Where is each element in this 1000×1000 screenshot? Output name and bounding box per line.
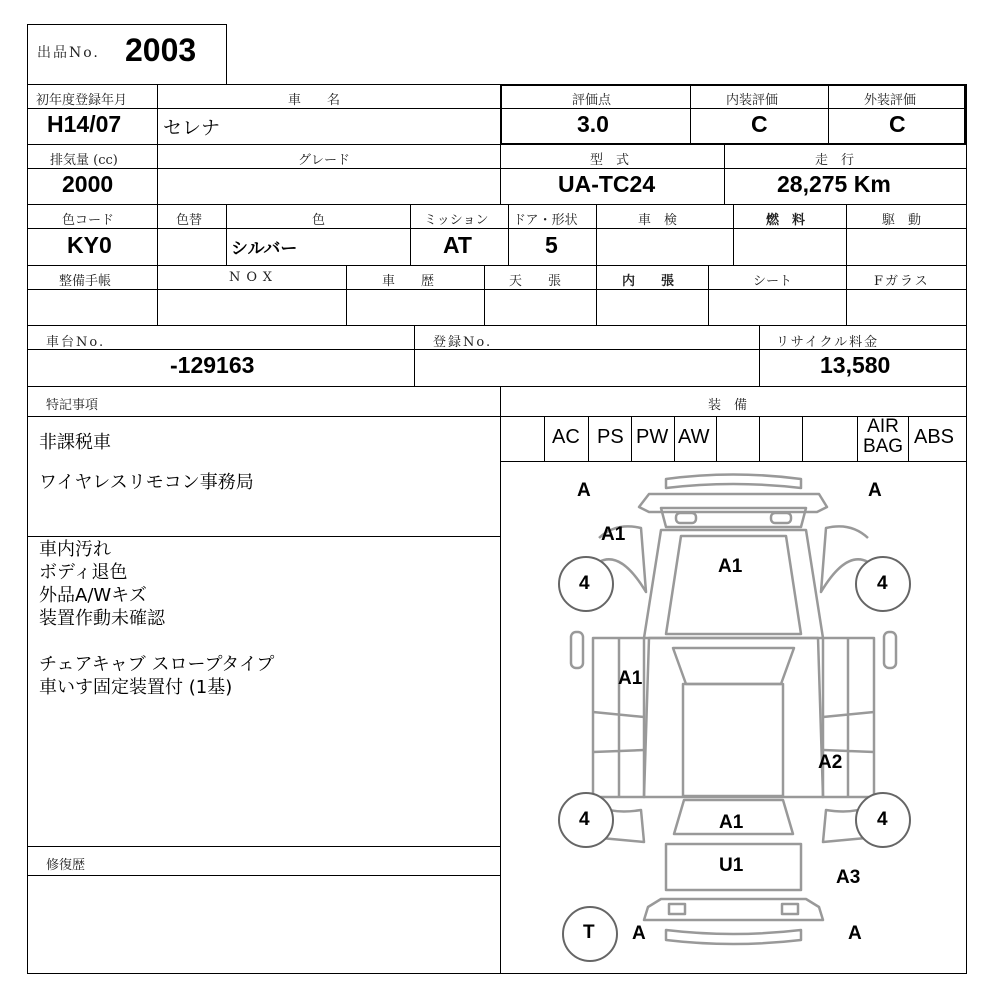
interior-lining-label: 内 張	[622, 274, 675, 289]
color-code-value: KY0	[67, 232, 112, 258]
mission-label: ミッション	[424, 213, 489, 228]
interior-grade-label: 内装評価	[726, 93, 779, 108]
mileage-value: 28,275 Km	[777, 171, 891, 197]
mark-rear-right: A	[848, 923, 862, 944]
notes-upper	[39, 423, 254, 503]
car-name-label: 車 名	[288, 93, 341, 108]
mark-tailgate: U1	[719, 855, 744, 876]
note-line: ボディ退色	[39, 562, 128, 583]
equip-ps: PS	[597, 426, 624, 448]
mark-door-right: A2	[818, 752, 843, 773]
mission-value: AT	[443, 232, 472, 258]
drive-label: 駆 動	[882, 213, 922, 228]
note-line	[39, 630, 274, 653]
recycle-value: 13,580	[820, 352, 891, 378]
exterior-grade-label: 外装評価	[864, 93, 917, 108]
displacement-label: 排気量 (cc)	[50, 153, 118, 168]
mark-pillar-left: A1	[601, 524, 626, 545]
equip-ac: AC	[552, 426, 580, 448]
exterior-grade-value: C	[889, 111, 906, 137]
door-value: 5	[545, 232, 558, 258]
equip-pw: PW	[636, 426, 669, 448]
note-line: 装置作動未確認	[39, 608, 165, 629]
model-label: 型 式	[590, 153, 630, 168]
roof-label: 天 張	[509, 274, 562, 289]
equipment-label: 装 備	[708, 398, 748, 413]
car-name-value: セレナ	[163, 117, 221, 139]
equip-abs: ABS	[914, 426, 955, 448]
chassis-label: 車台No.	[46, 335, 106, 350]
seat-label: シート	[753, 274, 793, 289]
color-code-label: 色コード	[62, 213, 115, 228]
score-label: 評価点	[572, 93, 612, 108]
inspection-label: 車 検	[638, 213, 678, 228]
color-label: 色	[312, 213, 326, 228]
tire-front-right-value: 4	[877, 573, 888, 594]
reg-date-value: H14/07	[47, 111, 122, 137]
note-line: ワイヤレスリモコン事務局	[39, 472, 254, 493]
nox-label: NOX	[229, 270, 279, 285]
mark-windshield: A1	[718, 556, 743, 577]
interior-grade-value: C	[751, 111, 768, 137]
mileage-label: 走 行	[815, 153, 855, 168]
lot-label: 出品No.	[37, 45, 100, 61]
mark-door-left: A1	[618, 668, 643, 689]
grade-label: グレード	[298, 153, 351, 168]
mark-rear-panel: A1	[719, 812, 744, 833]
tire-rear-right-value: 4	[877, 809, 888, 830]
tire-spare-value: T	[583, 922, 595, 943]
note-line: 非課税車	[39, 432, 111, 453]
equip-aw: AW	[678, 426, 710, 448]
displacement-value: 2000	[62, 171, 114, 197]
registration-label: 登録No.	[433, 335, 493, 350]
maintenance-label: 整備手帳	[59, 274, 112, 289]
note-line: 車内汚れ	[39, 539, 111, 560]
color-value: シルバー	[231, 239, 298, 259]
mark-rear-left: A	[632, 923, 646, 944]
door-label: ドア・形状	[513, 213, 578, 228]
lot-number: 2003	[125, 32, 197, 68]
glass-label: Fガラス	[874, 274, 930, 289]
history-label: 車 歴	[382, 274, 435, 289]
mark-rear-right-corner: A3	[836, 867, 861, 888]
model-value: UA-TC24	[558, 171, 656, 197]
notes-lower	[39, 538, 274, 699]
equip-airbag: AIR BAG	[862, 416, 904, 457]
repaint-label: 色替	[176, 213, 203, 228]
tire-rear-left-value: 4	[579, 809, 590, 830]
note-line: 車いす固定装置付 (1基)	[39, 677, 233, 698]
score-value: 3.0	[577, 111, 609, 137]
notes-label: 特記事項	[46, 398, 99, 413]
car-diagram	[501, 462, 966, 973]
note-line: チェアキャブ スロープタイプ	[39, 654, 275, 675]
mark-front-right: A	[868, 480, 882, 501]
note-line: 外品A/Wキズ	[39, 585, 147, 606]
chassis-value: -129163	[170, 352, 255, 378]
fuel-label: 燃 料	[766, 213, 806, 228]
recycle-label: リサイクル料金	[776, 335, 880, 350]
repair-history-label: 修復歴	[46, 858, 86, 873]
reg-date-label: 初年度登録年月	[36, 93, 128, 108]
mark-front-left: A	[577, 480, 591, 501]
tire-front-left-value: 4	[579, 573, 590, 594]
